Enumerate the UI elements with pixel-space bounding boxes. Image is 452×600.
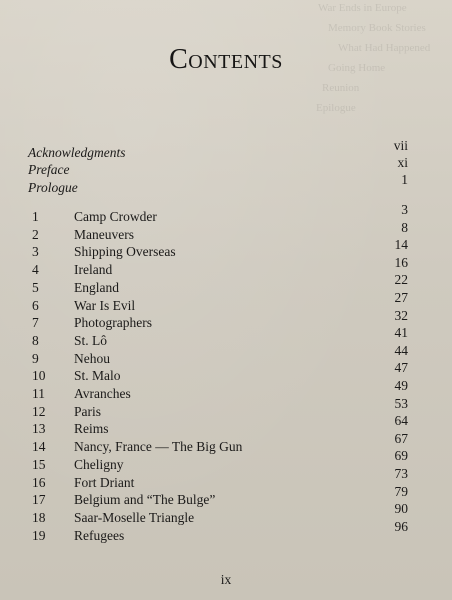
bleed-through-text: War Ends in Europe xyxy=(318,2,407,14)
chapter-title: Avranches xyxy=(74,386,131,401)
chapter-title: England xyxy=(74,279,119,295)
bleed-through-text: What Had Happened xyxy=(338,42,431,54)
chapter-page: 41 xyxy=(394,325,408,341)
chapter-number: 1 xyxy=(32,209,39,224)
chapter-title: Camp Crowder xyxy=(74,209,157,224)
chapter-page: 22 xyxy=(394,272,408,288)
chapter-title: St. Malo xyxy=(74,368,121,384)
chapter-title: Cheligny xyxy=(74,456,124,472)
front-matter-title: Acknowledgments xyxy=(28,145,126,160)
chapter-page: 73 xyxy=(394,466,408,481)
chapter-number: 14 xyxy=(32,439,46,455)
chapter-page: 3 xyxy=(401,202,408,217)
chapter-number: 18 xyxy=(32,509,46,525)
front-matter-page: 1 xyxy=(401,172,408,187)
chapter-page: 90 xyxy=(394,501,408,517)
chapter-page: 16 xyxy=(394,254,408,270)
chapter-number: 6 xyxy=(32,297,39,313)
chapter-page: 67 xyxy=(394,430,408,446)
front-matter-title: Prologue xyxy=(28,180,78,195)
chapter-page: 27 xyxy=(394,290,408,305)
chapter-number: 5 xyxy=(32,279,39,295)
chapter-title: Fort Driant xyxy=(74,474,135,490)
bleed-through-text: Reunion xyxy=(322,82,360,94)
chapter-number: 2 xyxy=(32,226,39,242)
page-number: ix xyxy=(220,572,232,587)
chapter-page: 44 xyxy=(394,342,408,358)
chapter-title: Paris xyxy=(74,403,101,419)
chapter-number: 11 xyxy=(32,386,45,401)
front-matter-title: Preface xyxy=(28,162,70,177)
chapter-title: Photographers xyxy=(74,315,152,331)
chapter-number: 8 xyxy=(32,332,39,348)
chapter-title: Saar-Moselle Triangle xyxy=(74,509,195,525)
chapter-title: Belgium and “The Bulge” xyxy=(74,492,216,508)
chapter-number: 3 xyxy=(32,244,39,260)
chapter-number: 10 xyxy=(32,368,46,384)
chapter-title: War Is Evil xyxy=(74,297,136,313)
chapter-number: 17 xyxy=(32,492,46,508)
bleed-through-text: Memory Book Stories xyxy=(328,22,426,34)
chapter-number: 16 xyxy=(32,474,46,490)
chapter-page: 64 xyxy=(394,413,408,429)
chapter-page: 32 xyxy=(394,307,408,323)
chapter-page: 47 xyxy=(394,360,408,376)
bleed-through-text: Going Home xyxy=(328,62,386,74)
chapter-page: 96 xyxy=(394,518,408,534)
chapter-number: 4 xyxy=(32,262,39,278)
chapter-page: 49 xyxy=(394,378,408,393)
chapter-title: Refugees xyxy=(74,527,125,543)
chapter-title: Ireland xyxy=(74,262,113,278)
page-title: Contents xyxy=(169,44,283,75)
chapter-title: Reims xyxy=(74,421,109,437)
chapter-number: 9 xyxy=(32,350,39,366)
chapter-page: 14 xyxy=(394,237,408,253)
chapter-number: 12 xyxy=(32,403,46,419)
chapter-page: 79 xyxy=(394,483,408,499)
chapter-page: 53 xyxy=(394,395,408,411)
front-matter-page: vii xyxy=(393,138,408,153)
front-matter-page: xi xyxy=(397,155,408,170)
chapter-page: 8 xyxy=(401,219,408,235)
chapter-number: 7 xyxy=(32,315,39,331)
bleed-through-text: Epilogue xyxy=(316,102,356,114)
chapter-title: Nancy, France — The Big Gun xyxy=(74,439,243,455)
chapter-number: 19 xyxy=(32,527,46,543)
chapter-title: St. Lô xyxy=(74,332,108,348)
chapter-title: Maneuvers xyxy=(74,226,134,242)
chapter-title: Nehou xyxy=(74,350,110,366)
chapter-title: Shipping Overseas xyxy=(74,244,176,260)
chapter-number: 15 xyxy=(32,456,46,472)
chapter-page: 69 xyxy=(394,448,408,464)
chapter-number: 13 xyxy=(32,421,46,437)
